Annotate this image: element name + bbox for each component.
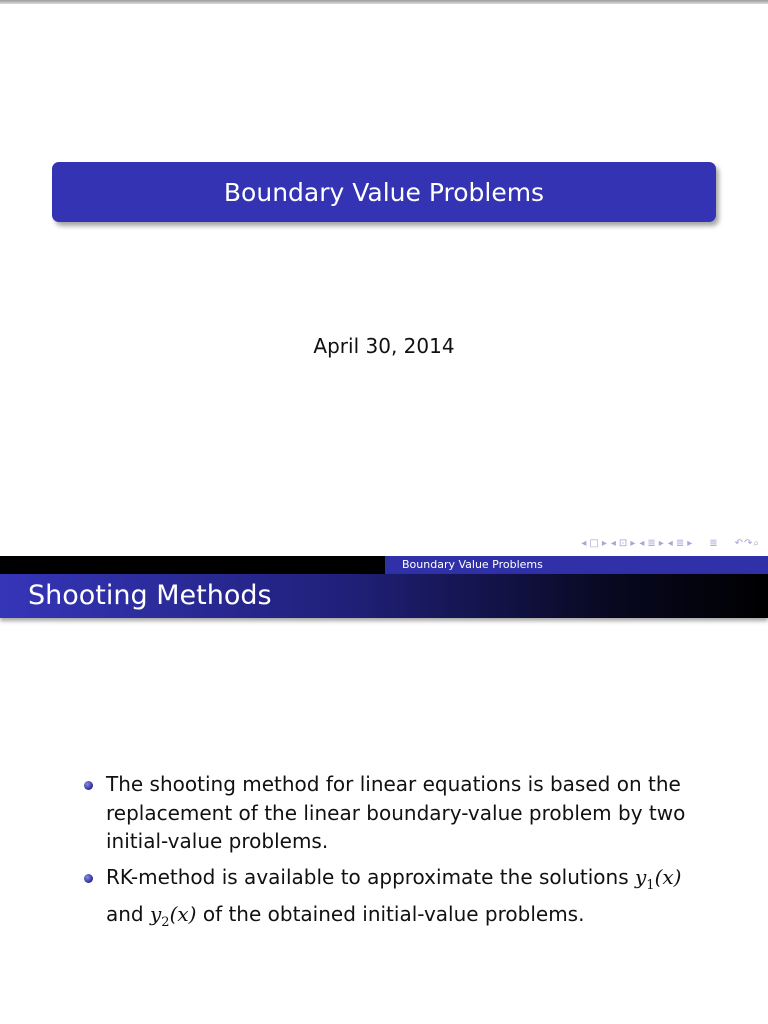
- beamer-navigation-bar: [581, 536, 760, 550]
- frame-nav[interactable]: [581, 538, 608, 549]
- toc-icon[interactable]: ≣: [709, 537, 719, 549]
- slide-title: Boundary Value Problems: [223, 177, 545, 207]
- section-icon: ≣: [647, 537, 657, 549]
- page-top-edge: [0, 0, 768, 4]
- bullet-text-part: RK-method is available to approximate the solutions: [106, 864, 635, 889]
- slide-date: April 30, 2014: [313, 334, 455, 358]
- section-next-icon[interactable]: ▸: [658, 537, 665, 549]
- frame-prev-icon[interactable]: ◂: [581, 537, 588, 549]
- bullet-text-part: of the obtained initial-value problems.: [196, 902, 585, 926]
- section-prev-icon[interactable]: ◂: [639, 537, 646, 549]
- bullet-text: The shooting method for linear equations is based on the replacement of the linear boundary-value problem by two initial-value problems.: [106, 772, 686, 853]
- math-y2: [149, 902, 197, 930]
- math-y1-subscript: 1: [646, 877, 655, 893]
- frame-icon: □: [589, 537, 600, 549]
- subsection-icon: ⊡: [618, 537, 629, 549]
- header-strip: [0, 556, 768, 574]
- bullet-icon: [84, 874, 93, 883]
- subsection-next-icon[interactable]: ▸: [630, 537, 637, 549]
- math-y1-argument: (x): [654, 864, 682, 889]
- bullet-icon: [84, 781, 93, 790]
- subsection2-icon: ≣: [675, 537, 686, 549]
- math-y2-argument: (x): [169, 902, 197, 926]
- subsection2-prev-icon[interactable]: ◂: [667, 537, 674, 549]
- search-icon[interactable]: ↶↷⌕: [734, 537, 760, 549]
- list-item: [82, 863, 702, 938]
- math-y2-subscript: 2: [161, 915, 170, 930]
- title-box: [52, 162, 716, 222]
- bullet-list: [82, 770, 702, 945]
- subsection2-next-icon[interactable]: ▸: [687, 537, 694, 549]
- section-nav[interactable]: [639, 538, 664, 549]
- bullet-text: [106, 864, 682, 930]
- subsection2-nav[interactable]: [668, 538, 693, 549]
- bullet-text-part: and: [106, 902, 150, 926]
- list-item: [82, 770, 702, 856]
- header-section-label: Boundary Value Problems: [385, 556, 768, 574]
- math-y1: [634, 864, 682, 893]
- subsection-nav[interactable]: [611, 538, 636, 549]
- math-y2-symbol: y: [149, 902, 162, 926]
- frame-title: Shooting Methods: [0, 574, 768, 618]
- math-y1-symbol: y: [634, 864, 647, 889]
- subsection-prev-icon[interactable]: ◂: [610, 537, 617, 549]
- frame-next-icon[interactable]: ▸: [601, 537, 608, 549]
